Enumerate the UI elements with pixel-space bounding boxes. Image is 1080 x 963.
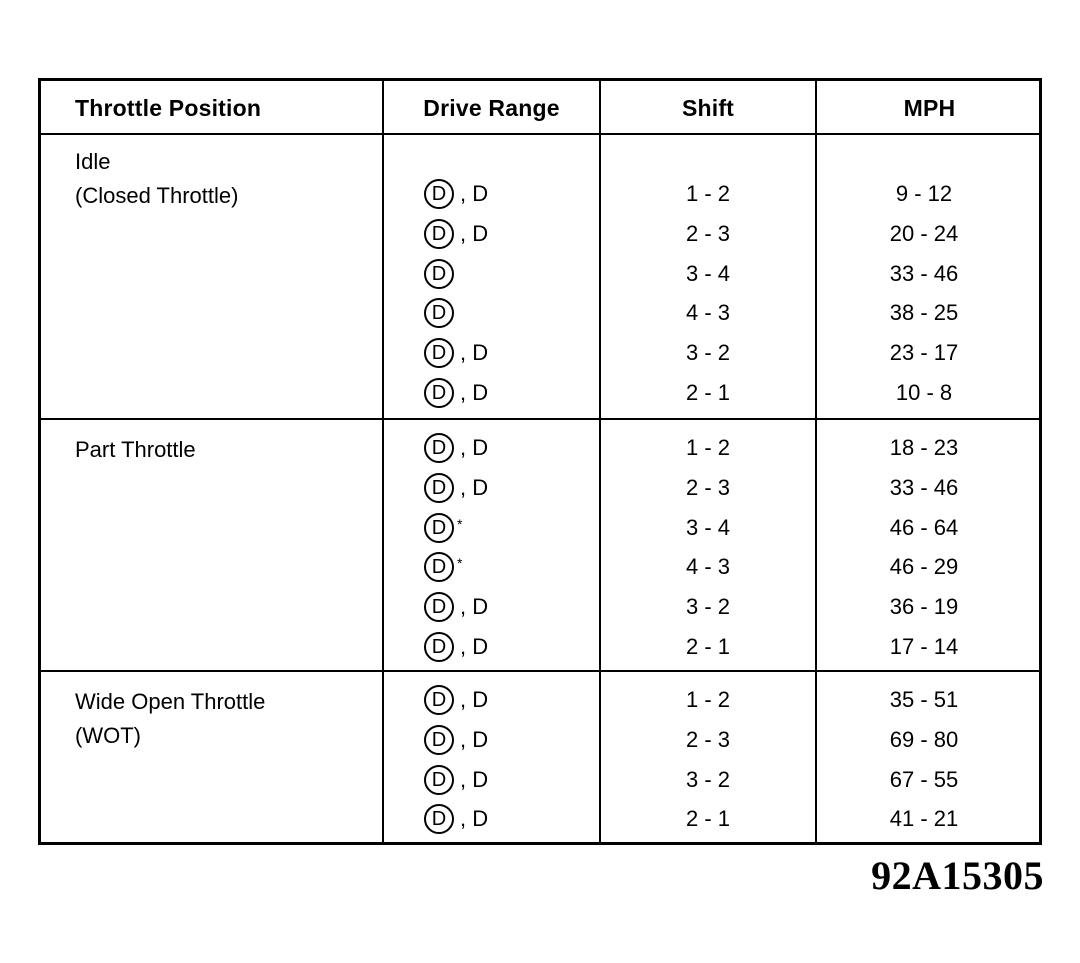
header-shift: Shift bbox=[681, 94, 735, 121]
circled-d-icon: D bbox=[424, 338, 454, 368]
mph-cell: 35 - 51 bbox=[889, 687, 959, 712]
mph-cell: 18 - 23 bbox=[889, 435, 959, 460]
drive-range-cell bbox=[424, 176, 488, 212]
mph-cell: 36 - 19 bbox=[889, 594, 959, 620]
mph-cell: 33 - 46 bbox=[889, 260, 959, 286]
circled-d-icon: D bbox=[424, 259, 454, 289]
circled-d-icon: D bbox=[424, 552, 454, 582]
figure-id: 92A15305 bbox=[871, 853, 1044, 898]
shift-cell: 2 - 3 bbox=[685, 726, 731, 752]
drive-range-suffix: , D bbox=[460, 340, 489, 366]
circled-d-icon: D bbox=[424, 219, 454, 249]
mph-cell: 69 - 80 bbox=[889, 726, 959, 752]
circled-d-icon: D bbox=[424, 632, 454, 662]
drive-range-suffix: , D bbox=[460, 181, 489, 206]
mph-cell: 17 - 14 bbox=[889, 634, 959, 659]
circled-d-icon: D bbox=[424, 433, 454, 463]
shift-cell: 3 - 4 bbox=[685, 260, 731, 286]
shift-cell: 3 - 2 bbox=[685, 594, 731, 620]
shift-cell: 2 - 1 bbox=[685, 380, 731, 405]
circled-d-icon: D bbox=[424, 513, 454, 543]
circled-d-icon: D bbox=[424, 378, 454, 408]
drive-range-suffix: , D bbox=[460, 594, 489, 620]
drive-range-cell bbox=[424, 470, 488, 506]
circled-d-icon: D bbox=[424, 473, 454, 503]
circled-d-icon: D bbox=[424, 725, 454, 755]
drive-range-suffix: , D bbox=[460, 474, 489, 500]
drive-range-cell bbox=[424, 216, 488, 252]
column-divider bbox=[382, 81, 384, 842]
drive-range-suffix: , D bbox=[460, 435, 489, 460]
drive-range-suffix: , D bbox=[460, 726, 489, 752]
drive-range-cell bbox=[424, 256, 454, 292]
throttle-position-label-line: (WOT) bbox=[75, 723, 141, 748]
throttle-position-label-line: Part Throttle bbox=[75, 437, 196, 462]
drive-range-suffix: , D bbox=[460, 634, 489, 659]
section-divider bbox=[41, 670, 1039, 672]
mph-cell: 46 - 64 bbox=[889, 514, 959, 540]
shift-cell: 2 - 3 bbox=[685, 474, 731, 500]
throttle-position-label bbox=[75, 685, 265, 753]
drive-range-cell bbox=[424, 762, 488, 798]
shift-cell: 1 - 2 bbox=[685, 687, 731, 712]
drive-range-cell bbox=[424, 510, 462, 546]
drive-range-suffix: , D bbox=[460, 220, 489, 246]
mph-cell: 38 - 25 bbox=[889, 300, 959, 326]
mph-cell: 33 - 46 bbox=[889, 474, 959, 500]
section-divider bbox=[41, 418, 1039, 420]
mph-cell: 23 - 17 bbox=[889, 340, 959, 366]
mph-cell: 67 - 55 bbox=[889, 766, 959, 792]
footnote-asterisk: * bbox=[457, 515, 463, 532]
throttle-position-label-line: Wide Open Throttle bbox=[75, 689, 266, 714]
shift-cell: 2 - 3 bbox=[685, 220, 731, 246]
shift-cell: 1 - 2 bbox=[685, 435, 731, 460]
shift-cell: 3 - 2 bbox=[685, 340, 731, 366]
drive-range-cell bbox=[424, 589, 488, 625]
circled-d-icon: D bbox=[424, 592, 454, 622]
drive-range-suffix: , D bbox=[460, 766, 489, 792]
drive-range-cell bbox=[424, 430, 488, 466]
circled-d-icon: D bbox=[424, 804, 454, 834]
footnote-asterisk: * bbox=[457, 555, 463, 572]
drive-range-cell bbox=[424, 549, 462, 585]
shift-cell: 2 - 1 bbox=[685, 806, 731, 832]
shift-cell: 2 - 1 bbox=[685, 634, 731, 659]
shift-cell: 4 - 3 bbox=[685, 554, 731, 580]
mph-cell: 46 - 29 bbox=[889, 554, 959, 580]
drive-range-cell bbox=[424, 375, 488, 411]
drive-range-suffix: , D bbox=[460, 806, 489, 832]
throttle-position-label-line: Idle bbox=[75, 149, 111, 174]
drive-range-cell bbox=[424, 335, 488, 371]
drive-range-suffix: , D bbox=[460, 380, 489, 405]
mph-cell: 10 - 8 bbox=[895, 380, 953, 405]
drive-range-cell bbox=[424, 295, 454, 331]
circled-d-icon: D bbox=[424, 765, 454, 795]
mph-cell: 20 - 24 bbox=[889, 220, 959, 246]
header-throttle-position: Throttle Position bbox=[75, 94, 262, 121]
shift-cell: 4 - 3 bbox=[685, 300, 731, 326]
shift-speed-table bbox=[38, 78, 1042, 845]
drive-range-suffix: , D bbox=[460, 687, 489, 712]
throttle-position-label bbox=[75, 145, 238, 213]
drive-range-cell bbox=[424, 682, 488, 718]
circled-d-icon: D bbox=[424, 179, 454, 209]
shift-cell: 3 - 2 bbox=[685, 766, 731, 792]
shift-cell: 3 - 4 bbox=[685, 514, 731, 540]
header-mph: MPH bbox=[903, 94, 956, 121]
drive-range-cell bbox=[424, 801, 488, 837]
header-drive-range: Drive Range bbox=[423, 94, 560, 121]
mph-cell: 41 - 21 bbox=[889, 806, 959, 832]
mph-cell: 9 - 12 bbox=[895, 181, 953, 206]
throttle-position-label bbox=[75, 433, 196, 467]
circled-d-icon: D bbox=[424, 298, 454, 328]
throttle-position-label-line: (Closed Throttle) bbox=[75, 183, 239, 208]
circled-d-icon: D bbox=[424, 685, 454, 715]
drive-range-cell bbox=[424, 722, 488, 758]
drive-range-cell bbox=[424, 629, 488, 665]
shift-cell: 1 - 2 bbox=[685, 181, 731, 206]
